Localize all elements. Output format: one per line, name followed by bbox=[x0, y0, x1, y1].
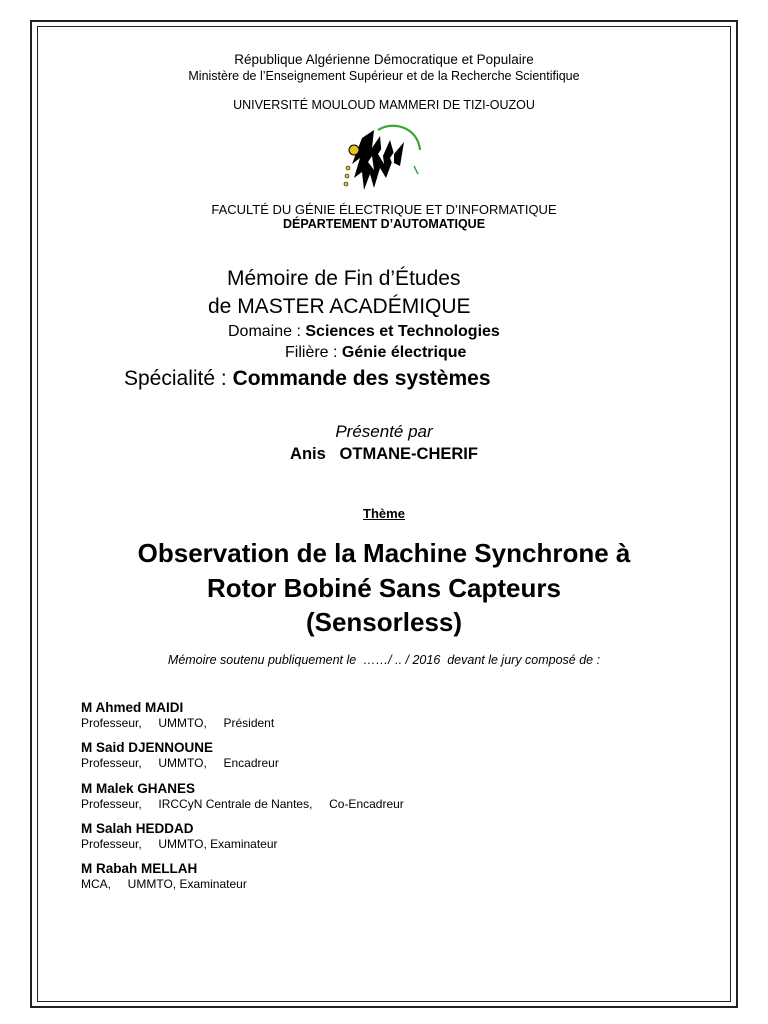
specialite-line bbox=[124, 367, 491, 391]
domaine-label: Domaine : bbox=[228, 323, 306, 340]
republic-heading: République Algérienne Démocratique et Populaire bbox=[234, 52, 534, 67]
specialite-value: Commande des systèmes bbox=[232, 367, 491, 390]
jury-member-role: Professeur, IRCCyN Centrale de Nantes, Co-Encadreur bbox=[81, 797, 404, 811]
domaine-value: Sciences et Technologies bbox=[305, 323, 500, 340]
domaine-line bbox=[228, 323, 500, 341]
jury-member-name: M Ahmed MAIDI bbox=[81, 700, 184, 715]
jury-member-role: Professeur, UMMTO, Encadreur bbox=[81, 756, 279, 770]
department-heading: DÉPARTEMENT D’AUTOMATIQUE bbox=[282, 217, 486, 231]
presented-by-label: Présenté par bbox=[335, 422, 433, 441]
jury-member-role: Professeur, UMMTO, Examinateur bbox=[81, 837, 278, 851]
jury-member-name: M Malek GHANES bbox=[81, 781, 196, 796]
theme-title-line2: Rotor Bobiné Sans Capteurs bbox=[207, 573, 561, 603]
ministry-heading: Ministère de l’Enseignement Supérieur et de la Recherche Scientifique bbox=[188, 69, 580, 83]
university-emblem-icon bbox=[334, 118, 424, 202]
presenter-name: Anis OTMANE-CHERIF bbox=[290, 445, 478, 463]
filiere-line bbox=[285, 344, 466, 362]
theme-title-line3: (Sensorless) bbox=[305, 607, 463, 637]
theme-label: Thème bbox=[363, 506, 405, 521]
filiere-value: Génie électrique bbox=[341, 344, 467, 361]
theme-title-line1: Observation de la Machine Synchrone à bbox=[137, 538, 631, 568]
jury-member-name: M Said DJENNOUNE bbox=[81, 740, 214, 755]
jury-member-role: Professeur, UMMTO, Président bbox=[81, 716, 275, 730]
defense-statement: Mémoire soutenu publiquement le ……/ .. / 2016 devant le jury composé de : bbox=[167, 653, 601, 667]
faculty-heading: FACULTÉ DU GÉNIE ÉLECTRIQUE ET D’INFORMATIQUE bbox=[211, 202, 557, 217]
jury-member-role: MCA, UMMTO, Examinateur bbox=[81, 877, 247, 891]
memoire-title-line2: de MASTER ACADÉMIQUE bbox=[208, 295, 471, 318]
filiere-label: Filière : bbox=[285, 344, 342, 361]
specialite-label: Spécialité : bbox=[124, 367, 233, 390]
memoire-title-line1: Mémoire de Fin d’Études bbox=[227, 267, 461, 290]
university-heading: UNIVERSITÉ MOULOUD MAMMERI DE TIZI-OUZOU bbox=[233, 98, 535, 112]
jury-member-name: M Rabah MELLAH bbox=[81, 861, 198, 876]
jury-member-name: M Salah HEDDAD bbox=[81, 821, 194, 836]
